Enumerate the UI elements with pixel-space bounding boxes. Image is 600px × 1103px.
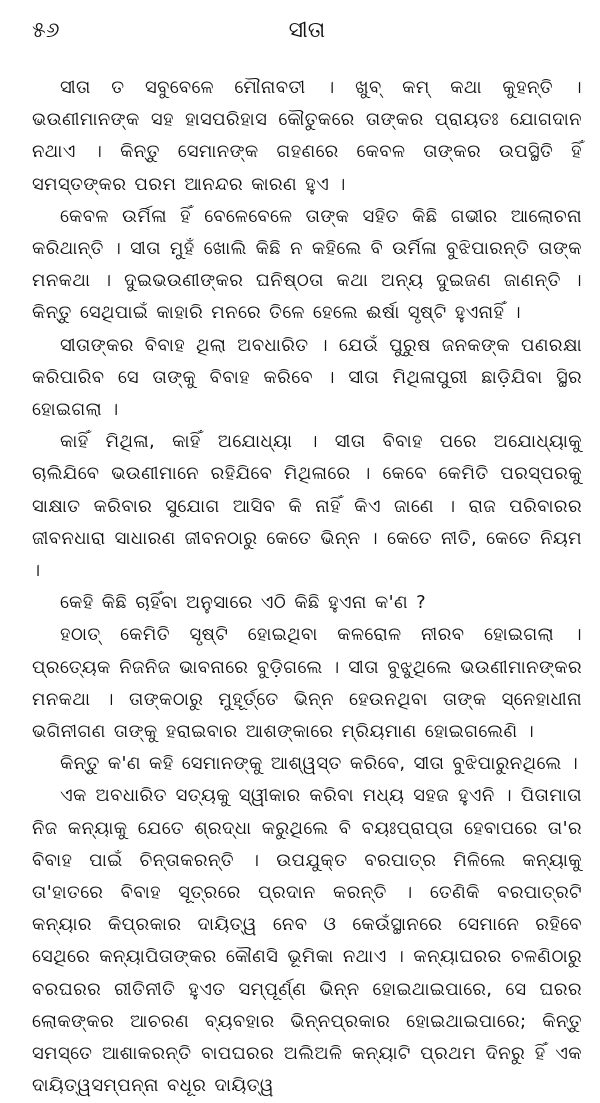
paragraph: ଏକ ଅବଧାରିତ ସତ୍ୟକୁ ସ୍ୱୀକାର କରିବା ମଧ୍ୟ ସହଜ ହୁଏନି । ପିତାମାତା ନିଜ କନ୍ୟାକୁ ଯେତେ ଶ୍ରଦ୍ଧା କରୁଥିଲେ ବି ବୟଃପ୍ରାପ୍ତା ହେବାପରେ ତା'ର ବିବାହ ପାଇଁ ଚିନ୍ତାକରନ୍ତି । ଉପଯୁକ୍ତ ବରପାତ୍ର ମିଳିଲେ କନ୍ୟାକୁ ତା'ହାତରେ ବିବାହ ସୂତ୍ରରେ ପ୍ରଦାନ କରନ୍ତି । ତେଣିକି ବରପାତ୍ରଟି କନ୍ୟାର କିପ୍ରକାର ଦାୟିତ୍ୱ ନେବ ଓ କେଉଁସ୍ଥାନରେ ସେମାନେ ରହିବେ ସେଥିରେ କନ୍ୟାପିତାଙ୍କର କୌଣସି ଭୂମିକା ନଥାଏ । କନ୍ୟାଘରର ଚଳଣିଠାରୁ ବରଘରର ରୀତିନୀତି ହୁଏତ ସମ୍ପୂର୍ଣ୍ଣ ଭିନ୍ନ ହୋଇଥାଇପାରେ, ସେ ଘରର ଲୋକଙ୍କର ଆଚରଣ ବ୍ୟବହାର ଭିନ୍ନପ୍ରକାର ହୋଇଥାଇପାରେ; କିନ୍ତୁ ସମସ୍ତେ ଆଶାକରନ୍ତି ବାପଘରର ଅଲିଅଳି କନ୍ୟାଟି ପ୍ରଥମ ଦିନରୁ ହିଁ ଏକ ଦାୟିତ୍ୱସମ୍ପନ୍ନା ବଧୂର ଦାୟିତ୍ୱ <box>32 785 582 1097</box>
body-text <box>32 72 582 1103</box>
paragraph: କେବଳ ଉର୍ମିଳା ହିଁ ବେଳେବେଳେ ତାଙ୍କ ସହିତ କିଛି ଗଭୀର ଆଲୋଚନା କରିଥାନ୍ତି । ସୀତା ମୁହଁ ଖୋଲି କିଛି ନ କହିଲେ ବି ଉର୍ମିଳା ବୁଝିପାରନ୍ତି ତାଙ୍କ ମନକଥା । ଦୁଇଭଉଣୀଙ୍କର ଘନିଷ୍ଠତା କଥା ଅନ୍ୟ ଦୁଇଜଣ ଜାଣନ୍ତି । କିନ୍ତୁ ସେଥିପାଇଁ କାହାରି ମନରେ ତିଳେ ହେଲେ ଈର୍ଷା ସୃଷ୍ଟି ହୁଏନାହିଁ । <box>32 205 582 324</box>
running-title: ସୀତା <box>288 18 326 43</box>
paragraph: ହଠାତ୍ କେମିତି ସୃଷ୍ଟି ହୋଇଥିବା କଳରୋଳ ନୀରବ ହୋଇଗଲା । ପ୍ରତ୍ୟେକ ନିଜନିଜ ଭାବନାରେ ବୁଡ଼ିଗଲେ । ସୀତା ବୁଝୁଥିଲେ ଭଉଣୀମାନଙ୍କର ମନକଥା । ତାଙ୍କଠାରୁ ମୁହୂର୍ତ୍ତେ ଭିନ୍ନ ହେଉନଥିବା ତାଙ୍କ ସ୍ନେହାଧୀନା ଭଗିନୀଗଣ ତାଙ୍କୁ ହରାଇବାର ଆଶଙ୍କାରେ ମ୍ରିୟମାଣ ହୋଇଗଲେଣି । <box>32 624 582 743</box>
paragraph: ସୀତାଙ୍କର ବିବାହ ଥିଲା ଅବଧାରିତ । ଯେଉଁ ପୁରୁଷ ଜନକଙ୍କ ପଣରକ୍ଷା କରିପାରିବ ସେ ତାଙ୍କୁ ବିବାହ କରିବେ । ସୀତା ମିଥିଳାପୁରୀ ଛାଡ଼ିଯିବା ସ୍ଥିର ହୋଇଗଲା । <box>32 334 582 421</box>
paragraph: ସୀତା ତ ସବୁବେଳେ ମୌନାବତୀ । ଖୁବ୍ କମ୍ କଥା କୁହନ୍ତି । ଭଉଣୀମାନଙ୍କ ସହ ହାସପରିହାସ କୌତୁକରେ ତାଙ୍କର ପ୍ରାୟତଃ ଯୋଗଦାନ ନଥାଏ । କିନ୍ତୁ ସେମାନଙ୍କ ଗହଣରେ କେବଳ ତାଙ୍କର ଉପସ୍ଥିତି ହିଁ ସମସ୍ତଙ୍କର ପରମ ଆନନ୍ଦର କାରଣ ହୁଏ । <box>32 77 582 195</box>
paragraph: କେହି କିଛି ଚାହିଁବା ଅନୁସାରେ ଏଠି କିଛି ହୁଏନା କ'ଣ ? <box>60 592 427 614</box>
paragraph: କାହିଁ ମିଥିଳା, କାହିଁ ଅଯୋଧ୍ୟା । ସୀତା ବିବାହ ପରେ ଅଯୋଧ୍ୟାକୁ ଚାଲିଯିବେ ଭଉଣୀମାନେ ରହିଯିବେ ମିଥିଳାରେ । କେବେ କେମିତି ପରସ୍ପରକୁ ସାକ୍ଷାତ କରିବାର ସୁଯୋଗ ଆସିବ କି ନାହିଁ କିଏ ଜାଣେ । ରାଜ ପରିବାରର ଜୀବନଧାରା ସାଧାରଣ ଜୀବନଠାରୁ କେତେ ଭିନ୍ନ । କେତେ ନୀତି, କେତେ ନିୟମ । <box>32 431 582 582</box>
page-number: ୫୬ <box>32 18 60 43</box>
paragraph: କିନ୍ତୁ କ'ଣ କହି ସେମାନଙ୍କୁ ଆଶ୍ୱସ୍ତ କରିବେ, ସୀତା ବୁଝିପାରୁନଥିଲେ । <box>60 753 579 775</box>
page-header <box>32 18 582 58</box>
